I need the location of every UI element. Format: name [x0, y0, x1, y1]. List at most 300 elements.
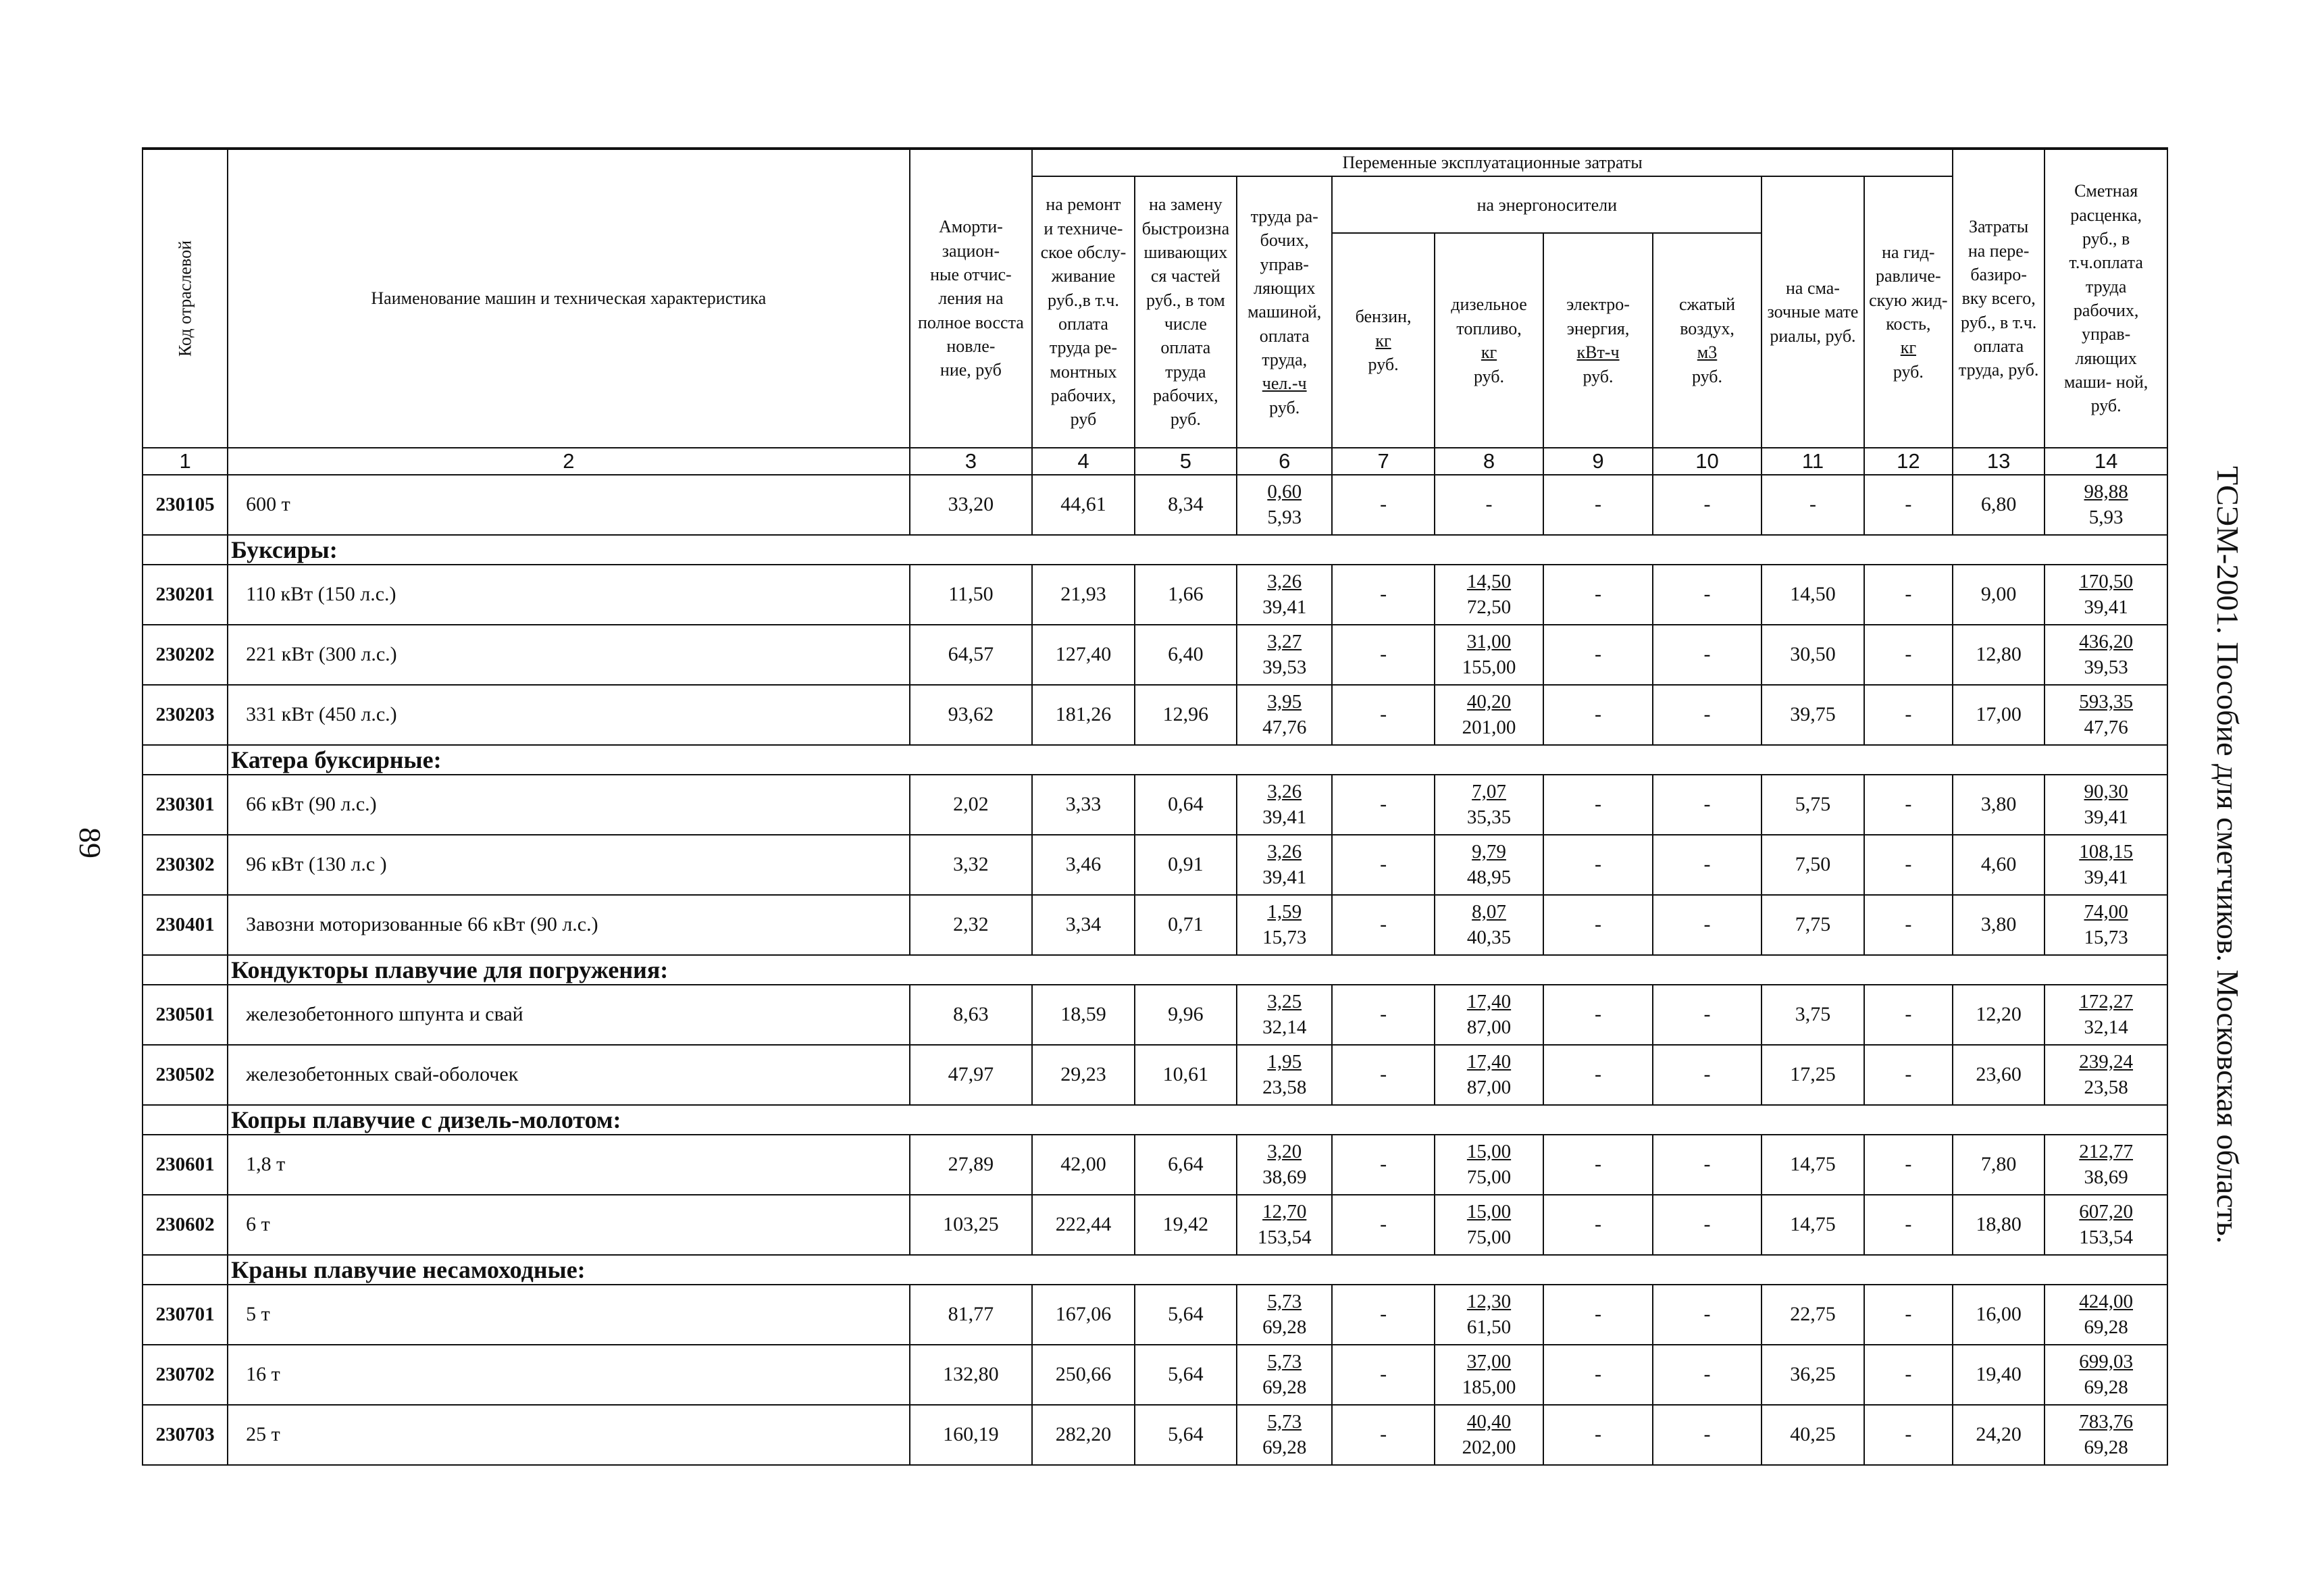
cell-relocation: 4,60: [1953, 835, 2045, 895]
cell-labor-numerator: 3,27: [1267, 630, 1302, 652]
cell-diesel-numerator: 12,30: [1466, 1290, 1512, 1312]
group-title-spacer: [143, 1105, 228, 1135]
cell-labor: [1237, 895, 1332, 955]
cell-electricity: -: [1543, 1285, 1653, 1345]
cell-replacement: 19,42: [1135, 1195, 1237, 1255]
cell-compressed-air: -: [1653, 1405, 1762, 1465]
cell-rate-denominator: 32,14: [2084, 1016, 2128, 1038]
row-code: 230602: [143, 1195, 228, 1255]
row-code: 230502: [143, 1045, 228, 1105]
cell-amortization: 8,63: [910, 985, 1033, 1045]
cell-diesel-numerator: 17,40: [1466, 1050, 1512, 1073]
row-name: 66 кВт (90 л.с.): [228, 775, 909, 835]
cell-hydraulic: -: [1864, 985, 1953, 1045]
cell-rate: [2045, 775, 2167, 835]
cell-labor-denominator: 23,58: [1262, 1076, 1307, 1098]
row-code: 230501: [143, 985, 228, 1045]
cell-labor: [1237, 835, 1332, 895]
cell-rate: [2045, 1345, 2167, 1405]
cell-replacement: 6,64: [1135, 1135, 1237, 1195]
header-variable-costs: Переменные эксплуатационные затраты: [1032, 149, 1953, 176]
header-rate: Сметная расценка, руб., в т.ч.оплата труда рабочих, управ- ляющих маши- ной, руб.: [2045, 149, 2167, 448]
row-name: 5 т: [228, 1285, 909, 1345]
cell-lubricants: 3,75: [1762, 985, 1863, 1045]
cell-diesel-numerator: 9,79: [1472, 840, 1506, 863]
cell-repair: 222,44: [1032, 1195, 1134, 1255]
cell-labor: [1237, 685, 1332, 745]
cell-lubricants: 7,50: [1762, 835, 1863, 895]
cell-electricity: -: [1543, 1135, 1653, 1195]
cell-labor: [1237, 1045, 1332, 1105]
group-row: [143, 535, 2167, 565]
cell-compressed-air: -: [1653, 1045, 1762, 1105]
cell-rate: [2045, 1285, 2167, 1345]
header-amortization: Аморти- зацион- ные отчис- ления на полное восста новле- ние, руб: [910, 149, 1033, 448]
cell-labor: [1237, 775, 1332, 835]
cell-labor-denominator: 69,28: [1262, 1316, 1307, 1338]
group-title: Катера буксирные:: [228, 745, 2167, 775]
cell-repair: 21,93: [1032, 565, 1134, 625]
cell-rate: [2045, 1405, 2167, 1465]
cell-hydraulic: -: [1864, 1195, 1953, 1255]
group-title: Копры плавучие с дизель-молотом:: [228, 1105, 2167, 1135]
header-code: Код отраслевой: [143, 149, 228, 448]
cell-diesel-denominator: 35,35: [1466, 806, 1512, 828]
column-number: 14: [2045, 448, 2167, 475]
column-number: 3: [910, 448, 1033, 475]
cell-rate: [2045, 1195, 2167, 1255]
cell-electricity: -: [1543, 565, 1653, 625]
cell-diesel: [1435, 625, 1544, 685]
cell-lubricants: 40,25: [1762, 1405, 1863, 1465]
row-name: 221 кВт (300 л.с.): [228, 625, 909, 685]
table-row: [143, 685, 2167, 745]
cell-petrol: -: [1332, 1405, 1434, 1465]
cell-relocation: 12,20: [1953, 985, 2045, 1045]
row-name: железобетонных свай-оболочек: [228, 1045, 909, 1105]
cell-rate-numerator: 699,03: [2079, 1350, 2134, 1372]
cell-rate-numerator: 172,27: [2079, 990, 2134, 1012]
cell-diesel: [1435, 1285, 1544, 1345]
cell-rate-numerator: 90,30: [2084, 780, 2128, 802]
cell-compressed-air: -: [1653, 625, 1762, 685]
cell-labor-denominator: 39,41: [1262, 596, 1307, 618]
cell-rate-denominator: 47,76: [2084, 716, 2128, 738]
cell-electricity: -: [1543, 775, 1653, 835]
cell-labor-numerator: 3,26: [1267, 780, 1302, 802]
cell-labor-numerator: 1,95: [1267, 1050, 1302, 1073]
cell-rate: [2045, 835, 2167, 895]
cell-compressed-air: -: [1653, 1345, 1762, 1405]
cell-hydraulic: -: [1864, 565, 1953, 625]
row-code: 230703: [143, 1405, 228, 1465]
header-replacement: на замену быстроизна шивающих ся частей руб., в том числе оплата труда рабочих, руб.: [1135, 176, 1237, 448]
cell-rate-denominator: 15,73: [2084, 926, 2128, 948]
cell-replacement: 5,64: [1135, 1405, 1237, 1465]
cell-lubricants: 36,25: [1762, 1345, 1863, 1405]
cell-replacement: 0,64: [1135, 775, 1237, 835]
cell-labor-numerator: 3,25: [1267, 990, 1302, 1012]
cell-diesel-numerator: 31,00: [1466, 630, 1512, 652]
cell-diesel-denominator: 201,00: [1462, 716, 1516, 738]
cell-diesel: [1435, 775, 1544, 835]
cell-rate-denominator: 69,28: [2084, 1436, 2128, 1458]
cell-electricity: -: [1543, 1195, 1653, 1255]
cell-diesel-numerator: 37,00: [1466, 1350, 1512, 1372]
cell-amortization: 81,77: [910, 1285, 1033, 1345]
cell-repair: 3,34: [1032, 895, 1134, 955]
cell-lubricants: 5,75: [1762, 775, 1863, 835]
cell-petrol: -: [1332, 1285, 1434, 1345]
cell-amortization: 11,50: [910, 565, 1033, 625]
cell-hydraulic: -: [1864, 1135, 1953, 1195]
header-relocation: Затраты на пере- базиро- вку всего, руб., в т.ч. оплата труда, руб.: [1953, 149, 2045, 448]
table-row: [143, 1345, 2167, 1405]
cell-petrol: -: [1332, 985, 1434, 1045]
header-lubricants: на сма- зочные мате риалы, руб.: [1762, 176, 1863, 448]
cell-electricity: -: [1543, 1405, 1653, 1465]
column-number: 13: [1953, 448, 2045, 475]
cell-labor: [1237, 625, 1332, 685]
group-row: [143, 745, 2167, 775]
cell-compressed-air: -: [1653, 685, 1762, 745]
cell-rate: [2045, 895, 2167, 955]
row-code: 230201: [143, 565, 228, 625]
cell-petrol: -: [1332, 1195, 1434, 1255]
group-title: Краны плавучие несамоходные:: [228, 1255, 2167, 1285]
cell-labor-denominator: 39,53: [1262, 656, 1307, 678]
cell-compressed-air: -: [1653, 835, 1762, 895]
cell-relocation: 3,80: [1953, 895, 2045, 955]
cell-diesel-denominator: 185,00: [1462, 1376, 1516, 1398]
column-number: 12: [1864, 448, 1953, 475]
cell-diesel-denominator: 61,50: [1466, 1316, 1512, 1338]
cell-labor: [1237, 1135, 1332, 1195]
cell-labor-denominator: 38,69: [1262, 1166, 1307, 1188]
cell-rate: [2045, 475, 2167, 535]
cell-rate-denominator: 39,53: [2084, 656, 2128, 678]
cell-diesel: [1435, 685, 1544, 745]
cell-petrol: -: [1332, 1345, 1434, 1405]
column-number: 4: [1032, 448, 1134, 475]
cell-diesel-numerator: 14,50: [1466, 570, 1512, 592]
cell-rate-numerator: 607,20: [2079, 1200, 2134, 1222]
cell-amortization: 3,32: [910, 835, 1033, 895]
cell-amortization: 160,19: [910, 1405, 1033, 1465]
cell-diesel-denominator: 87,00: [1466, 1076, 1512, 1098]
cell-petrol: -: [1332, 475, 1434, 535]
cell-labor-numerator: 1,59: [1267, 900, 1302, 923]
cell-compressed-air: -: [1653, 565, 1762, 625]
cell-petrol: -: [1332, 835, 1434, 895]
cell-amortization: 2,32: [910, 895, 1033, 955]
cell-labor-denominator: 69,28: [1262, 1436, 1307, 1458]
group-title: Кондукторы плавучие для погружения:: [228, 955, 2167, 985]
cell-petrol: -: [1332, 565, 1434, 625]
cell-relocation: 17,00: [1953, 685, 2045, 745]
cell-rate-denominator: 5,93: [2088, 506, 2124, 528]
cell-relocation: 23,60: [1953, 1045, 2045, 1105]
cell-labor: [1237, 1195, 1332, 1255]
cell-lubricants: -: [1762, 475, 1863, 535]
cell-repair: 127,40: [1032, 625, 1134, 685]
cell-diesel-denominator: 48,95: [1466, 866, 1512, 888]
cell-electricity: -: [1543, 475, 1653, 535]
cell-rate-denominator: 39,41: [2084, 806, 2128, 828]
cell-lubricants: 22,75: [1762, 1285, 1863, 1345]
cell-diesel-denominator: 155,00: [1462, 656, 1516, 678]
group-title-spacer: [143, 535, 228, 565]
cell-repair: 44,61: [1032, 475, 1134, 535]
cell-labor-numerator: 3,26: [1267, 570, 1302, 592]
cell-labor: [1237, 1405, 1332, 1465]
table-row: [143, 985, 2167, 1045]
cell-labor-denominator: 5,93: [1267, 506, 1302, 528]
table-body: [143, 475, 2167, 1465]
cell-lubricants: 14,50: [1762, 565, 1863, 625]
group-row: [143, 955, 2167, 985]
row-code: 230302: [143, 835, 228, 895]
header-hydraulic: на гид- равличе- скую жид- кость, кг руб.: [1864, 176, 1953, 448]
cell-repair: 282,20: [1032, 1405, 1134, 1465]
cell-diesel-numerator: 7,07: [1472, 780, 1506, 802]
table-row: [143, 475, 2167, 535]
column-number: 7: [1332, 448, 1434, 475]
table-row: [143, 1195, 2167, 1255]
column-number: 9: [1543, 448, 1653, 475]
header-energy: на энергоносители: [1332, 176, 1762, 233]
column-numbers-row: [143, 448, 2167, 475]
group-title-spacer: [143, 745, 228, 775]
cell-repair: 3,46: [1032, 835, 1134, 895]
cell-labor-denominator: 47,76: [1262, 716, 1307, 738]
cell-labor-numerator: 5,73: [1267, 1410, 1302, 1433]
cell-labor-denominator: 153,54: [1257, 1226, 1312, 1248]
cell-rate-numerator: 98,88: [2084, 480, 2128, 503]
row-name: 110 кВт (150 л.с.): [228, 565, 909, 625]
row-code: 230105: [143, 475, 228, 535]
cell-amortization: 93,62: [910, 685, 1033, 745]
row-name: железобетонного шпунта и свай: [228, 985, 909, 1045]
cell-compressed-air: -: [1653, 895, 1762, 955]
group-row: [143, 1105, 2167, 1135]
cell-repair: 29,23: [1032, 1045, 1134, 1105]
cell-compressed-air: -: [1653, 775, 1762, 835]
cell-diesel: [1435, 1345, 1544, 1405]
row-name: 25 т: [228, 1405, 909, 1465]
column-number: 5: [1135, 448, 1237, 475]
cell-diesel: [1435, 1045, 1544, 1105]
cell-amortization: 64,57: [910, 625, 1033, 685]
group-title-spacer: [143, 955, 228, 985]
cell-rate-denominator: 39,41: [2084, 596, 2128, 618]
cell-hydraulic: -: [1864, 1345, 1953, 1405]
header-compressed-air: сжатый воздух, м3 руб.: [1653, 233, 1762, 448]
cell-hydraulic: -: [1864, 1405, 1953, 1465]
cell-labor: [1237, 565, 1332, 625]
cell-electricity: -: [1543, 685, 1653, 745]
cell-relocation: 3,80: [1953, 775, 2045, 835]
header-petrol: бензин, кг руб.: [1332, 233, 1434, 448]
cell-petrol: -: [1332, 685, 1434, 745]
cell-compressed-air: -: [1653, 475, 1762, 535]
cell-rate: [2045, 685, 2167, 745]
cell-rate-denominator: 153,54: [2079, 1226, 2134, 1248]
cell-labor-numerator: 3,95: [1267, 690, 1302, 713]
cell-rate-denominator: 23,58: [2084, 1076, 2128, 1098]
cell-replacement: 5,64: [1135, 1345, 1237, 1405]
cell-compressed-air: -: [1653, 985, 1762, 1045]
cell-labor-numerator: 0,60: [1267, 480, 1302, 503]
cell-petrol: -: [1332, 775, 1434, 835]
column-number: 8: [1435, 448, 1544, 475]
table-row: [143, 625, 2167, 685]
row-name: 16 т: [228, 1345, 909, 1405]
cell-replacement: 0,71: [1135, 895, 1237, 955]
table-row: [143, 565, 2167, 625]
cell-relocation: 16,00: [1953, 1285, 2045, 1345]
cell-hydraulic: -: [1864, 475, 1953, 535]
cell-compressed-air: -: [1653, 1195, 1762, 1255]
cell-lubricants: 14,75: [1762, 1135, 1863, 1195]
cell-rate-numerator: 593,35: [2079, 690, 2134, 713]
cell-replacement: 10,61: [1135, 1045, 1237, 1105]
row-name: 96 кВт (130 л.с ): [228, 835, 909, 895]
row-code: 230401: [143, 895, 228, 955]
cell-electricity: -: [1543, 985, 1653, 1045]
cell-labor-numerator: 3,20: [1267, 1140, 1302, 1162]
cell-amortization: 27,89: [910, 1135, 1033, 1195]
cell-diesel: [1435, 1405, 1544, 1465]
cell-relocation: 19,40: [1953, 1345, 2045, 1405]
cell-labor-numerator: 5,73: [1267, 1350, 1302, 1372]
cell-rate-numerator: 108,15: [2079, 840, 2134, 863]
cell-diesel-denominator: 40,35: [1466, 926, 1512, 948]
cell-diesel-numerator: 17,40: [1466, 990, 1512, 1012]
cell-repair: 250,66: [1032, 1345, 1134, 1405]
cell-diesel-denominator: 75,00: [1466, 1226, 1512, 1248]
cell-rate-numerator: 424,00: [2079, 1290, 2134, 1312]
cell-diesel-numerator: 8,07: [1472, 900, 1506, 923]
cell-hydraulic: -: [1864, 685, 1953, 745]
cell-petrol: -: [1332, 895, 1434, 955]
column-number: 2: [228, 448, 909, 475]
cell-replacement: 6,40: [1135, 625, 1237, 685]
cell-compressed-air: -: [1653, 1285, 1762, 1345]
cell-amortization: 33,20: [910, 475, 1033, 535]
cell-replacement: 0,91: [1135, 835, 1237, 895]
cell-relocation: 6,80: [1953, 475, 2045, 535]
cell-labor-denominator: 69,28: [1262, 1376, 1307, 1398]
cell-labor-numerator: 3,26: [1267, 840, 1302, 863]
cell-diesel: [1435, 895, 1544, 955]
table-row: [143, 1135, 2167, 1195]
row-name: Завозни моторизованные 66 кВт (90 л.с.): [228, 895, 909, 955]
cell-petrol: -: [1332, 625, 1434, 685]
cell-diesel-numerator: 15,00: [1466, 1140, 1512, 1162]
cell-repair: 181,26: [1032, 685, 1134, 745]
cell-rate-numerator: 783,76: [2079, 1410, 2134, 1433]
header-repair: на ремонт и техниче- ское обслу- живание руб.,в т.ч. оплата труда ре- монтных рабочих, руб: [1032, 176, 1134, 448]
cell-diesel-numerator: 40,40: [1466, 1410, 1512, 1433]
cell-hydraulic: -: [1864, 895, 1953, 955]
row-name: 1,8 т: [228, 1135, 909, 1195]
cell-compressed-air: -: [1653, 1135, 1762, 1195]
header-diesel: дизельное топливо, кг руб.: [1435, 233, 1544, 448]
row-code: 230601: [143, 1135, 228, 1195]
cell-petrol: -: [1332, 1135, 1434, 1195]
cell-diesel-denominator: 87,00: [1466, 1016, 1512, 1038]
side-running-title: ТСЭМ-2001. Пособие для сметчиков. Московская область.: [2211, 466, 2245, 1244]
cell-diesel: -: [1435, 475, 1544, 535]
cell-hydraulic: -: [1864, 775, 1953, 835]
page-number: 89: [73, 827, 107, 858]
cell-labor-numerator: 12,70: [1262, 1200, 1307, 1222]
cell-diesel-denominator: 75,00: [1466, 1166, 1512, 1188]
cell-replacement: 5,64: [1135, 1285, 1237, 1345]
cell-relocation: 24,20: [1953, 1405, 2045, 1465]
cell-lubricants: 17,25: [1762, 1045, 1863, 1105]
cell-replacement: 8,34: [1135, 475, 1237, 535]
cell-relocation: 7,80: [1953, 1135, 2045, 1195]
cell-rate-numerator: 212,77: [2079, 1140, 2134, 1162]
table-row: [143, 775, 2167, 835]
cell-labor-numerator: 5,73: [1267, 1290, 1302, 1312]
cell-diesel-numerator: 40,20: [1466, 690, 1512, 713]
cell-relocation: 12,80: [1953, 625, 2045, 685]
row-code: 230702: [143, 1345, 228, 1405]
cell-rate-denominator: 69,28: [2084, 1316, 2128, 1338]
column-number: 1: [143, 448, 228, 475]
cell-electricity: -: [1543, 1045, 1653, 1105]
cell-amortization: 103,25: [910, 1195, 1033, 1255]
cell-replacement: 1,66: [1135, 565, 1237, 625]
row-code: 230203: [143, 685, 228, 745]
cell-repair: 18,59: [1032, 985, 1134, 1045]
row-name: 600 т: [228, 475, 909, 535]
table-row: [143, 895, 2167, 955]
cell-replacement: 9,96: [1135, 985, 1237, 1045]
cell-diesel-denominator: 72,50: [1466, 596, 1512, 618]
cell-replacement: 12,96: [1135, 685, 1237, 745]
cell-rate: [2045, 1135, 2167, 1195]
cell-diesel: [1435, 835, 1544, 895]
table-row: [143, 1045, 2167, 1105]
machines-cost-table: [142, 147, 2168, 1466]
group-row: [143, 1255, 2167, 1285]
cell-hydraulic: -: [1864, 1285, 1953, 1345]
cell-hydraulic: -: [1864, 625, 1953, 685]
cell-amortization: 2,02: [910, 775, 1033, 835]
cell-rate-numerator: 170,50: [2079, 570, 2134, 592]
cell-relocation: 18,80: [1953, 1195, 2045, 1255]
cell-lubricants: 30,50: [1762, 625, 1863, 685]
row-code: 230701: [143, 1285, 228, 1345]
cell-labor: [1237, 1285, 1332, 1345]
cell-hydraulic: -: [1864, 835, 1953, 895]
cell-labor-denominator: 15,73: [1262, 926, 1307, 948]
cell-diesel-numerator: 15,00: [1466, 1200, 1512, 1222]
cell-rate-denominator: 38,69: [2084, 1166, 2128, 1188]
row-name: 331 кВт (450 л.с.): [228, 685, 909, 745]
header-labor: труда ра- бочих, управ- ляющих машиной, оплата труда, чел.-ч руб.: [1237, 176, 1332, 448]
column-number: 6: [1237, 448, 1332, 475]
cell-lubricants: 7,75: [1762, 895, 1863, 955]
cell-rate: [2045, 565, 2167, 625]
cell-hydraulic: -: [1864, 1045, 1953, 1105]
cell-diesel: [1435, 1135, 1544, 1195]
cell-diesel: [1435, 565, 1544, 625]
